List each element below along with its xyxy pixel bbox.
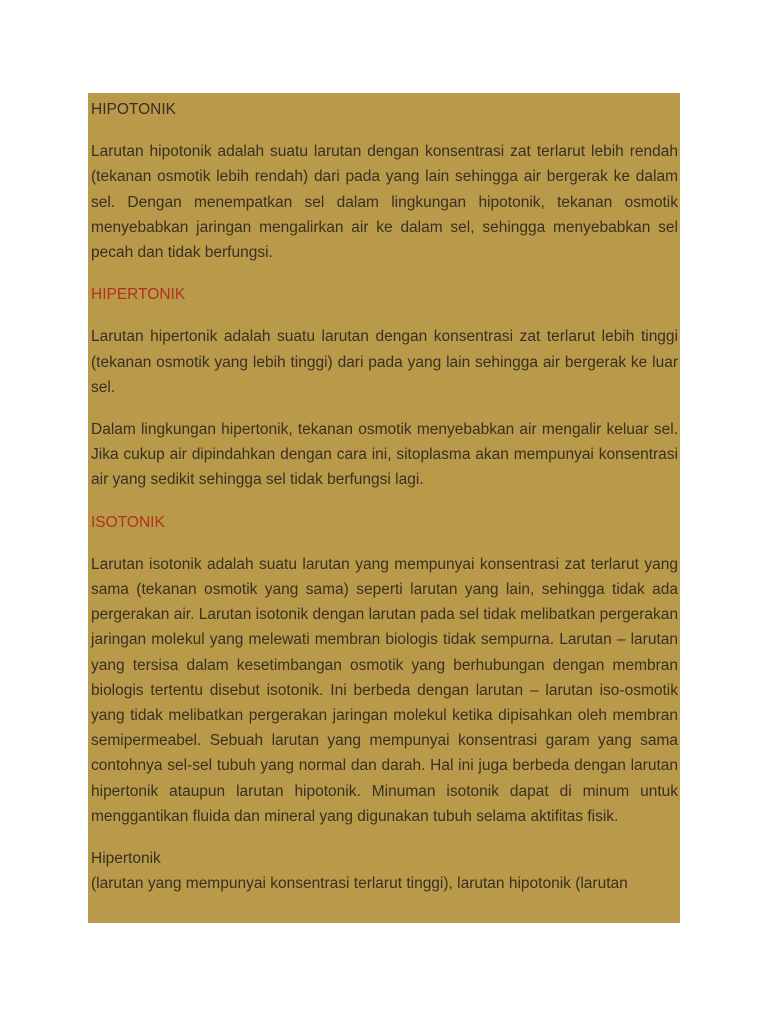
paragraph-hipotonik: Larutan hipotonik adalah suatu larutan dengan konsentrasi zat terlarut lebih rendah (tekanan osmotik lebih rendah) dari pada yang lain sehingga air bergerak ke dalam sel. Dengan menempatkan sel dalam lingkungan hipotonik, tekanan osmotik menyebabkan jaringan mengalirkan air ke dalam sel, sehingga menyebabkan sel pecah dan tidak berfungsi. — [91, 143, 678, 262]
paragraph-hipertonik-definition: Larutan hipertonik adalah suatu larutan dengan konsentrasi zat terlarut lebih tinggi (tekanan osmotik yang lebih tinggi) dari pada yang lain sehingga air bergerak ke luar sel. — [91, 328, 678, 396]
heading-hipotonik: HIPOTONIK — [91, 101, 176, 118]
paragraph-final-hipertonik: (larutan yang mempunyai konsentrasi terlarut tinggi), larutan hipotonik (larutan — [91, 875, 628, 893]
paragraph-isotonik: Larutan isotonik adalah suatu larutan yang mempunyai konsentrasi zat terlarut yang sama (tekanan osmotik yang sama) seperti larutan yang lain, sehingga tidak ada pergerakan air. Larutan isotonik dengan larutan pada sel tidak melibatkan pergerakan jaringan molekul yang melewati membran biologis tidak sempurna. Larutan – larutan yang tersisa dalam kesetimbangan osmotik yang berhubungan dengan membran biologis tertentu disebut isotonik. Ini berbeda dengan larutan – larutan iso-osmotik yang tidak melibatkan pergerakan jaringan molekul ketika dipisahkan oleh membran semipermeabel. Sebuah larutan yang mempunyai konsentrasi garam yang sama contohnya sel-sel tubuh yang normal dan darah. Hal ini juga berbeda dengan larutan hipertonik ataupun larutan hipotonik. Minuman isotonik dapat di minum untuk menggantikan fluida dan mineral yang digunakan tubuh selama aktifitas fisik. — [91, 555, 678, 825]
final-section — [91, 846, 678, 896]
heading-isotonik: ISOTONIK — [91, 513, 165, 531]
heading-final-hipertonik: Hipertonik — [91, 850, 161, 868]
paragraph-hipertonik-environment: Dalam lingkungan hipertonik, tekanan osmotik menyebabkan air mengalir keluar sel. Jika cukup air dipindahkan dengan cara ini, sitoplasma akan mempunyai konsentrasi air yang sedikit sehingga sel tidak berfungsi lagi. — [91, 421, 678, 489]
document-content-block — [88, 93, 680, 923]
heading-hipertonik: HIPERTONIK — [91, 286, 186, 304]
